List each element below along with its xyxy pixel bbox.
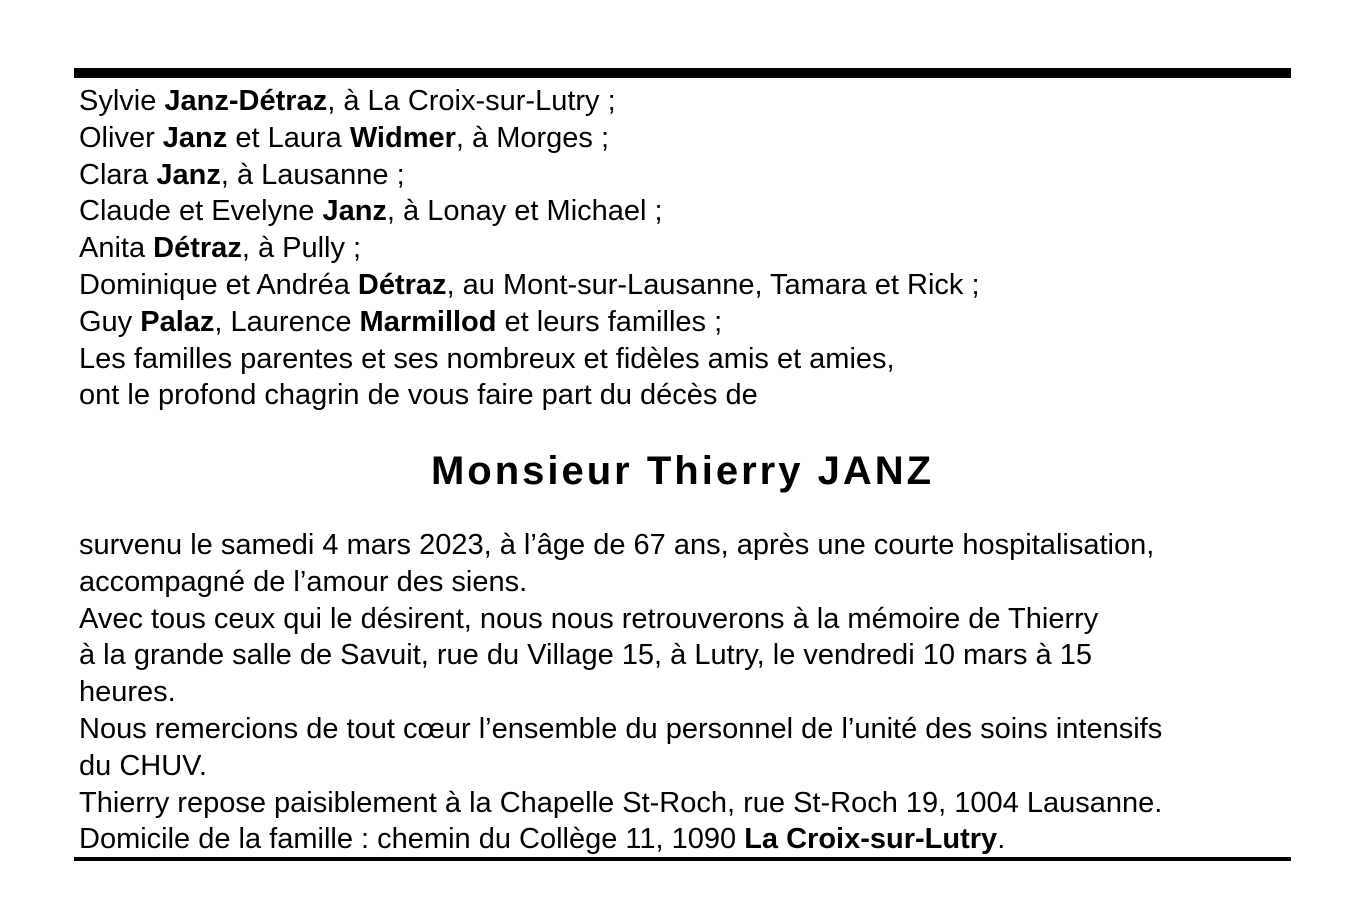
surname: Janz <box>162 121 228 154</box>
body-line: Nous remercions de tout cœur l’ensemble du personnel de l’unité des soins intensifs <box>79 712 1163 745</box>
body-line: du CHUV. <box>79 749 207 782</box>
surname: Widmer <box>349 121 456 154</box>
family-line: Dominique et Andréa Détraz, au Mont-sur-Lausanne, Tamara et Rick ; <box>79 268 980 301</box>
family-line: Claude et Evelyne Janz, à Lonay et Michael ; <box>79 195 663 228</box>
family-line: Anita Détraz, à Pully ; <box>79 232 362 265</box>
family-line: Oliver Janz et Laura Widmer, à Morges ; <box>79 121 610 154</box>
notice-body <box>79 527 1291 858</box>
family-line: ont le profond chagrin de vous faire part du décès de <box>79 379 758 412</box>
bottom-rule <box>74 857 1291 861</box>
domicile-line: Domicile de la famille : chemin du Collège 11, 1090 La Croix-sur-Lutry. <box>79 823 1006 856</box>
surname: Palaz <box>140 305 215 338</box>
family-list <box>79 83 1291 414</box>
surname: Détraz <box>357 268 447 301</box>
top-rule <box>74 68 1291 78</box>
body-line: heures. <box>79 676 176 709</box>
body-line: Avec tous ceux qui le désirent, nous nous retrouverons à la mémoire de Thierry <box>79 602 1099 635</box>
surname: Janz <box>156 158 221 191</box>
domicile-place: La Croix-sur-Lutry <box>744 823 998 856</box>
family-line: Sylvie Janz-Détraz, à La Croix-sur-Lutry ; <box>79 85 616 117</box>
family-line: Guy Palaz, Laurence Marmillod et leurs familles ; <box>79 305 723 338</box>
surname: Détraz <box>153 232 242 265</box>
body-line: Thierry repose paisiblement à la Chapelle St-Roch, rue St-Roch 19, 1004 Lausanne. <box>79 786 1163 819</box>
body-line: à la grande salle de Savuit, rue du Village 15, à Lutry, le vendredi 10 mars à 15 <box>79 639 1092 672</box>
deceased-name: Monsieur Thierry JANZ <box>430 449 935 493</box>
body-line: accompagné de l’amour des siens. <box>79 565 528 598</box>
surname: Marmillod <box>359 305 497 338</box>
surname: Janz <box>322 195 387 228</box>
family-line: Clara Janz, à Lausanne ; <box>79 158 405 191</box>
family-line: Les familles parentes et ses nombreux et fidèles amis et amies, <box>79 342 895 375</box>
body-line: survenu le samedi 4 mars 2023, à l’âge de 67 ans, après une courte hospitalisation, <box>79 529 1155 561</box>
surname: Janz-Détraz <box>164 85 328 117</box>
